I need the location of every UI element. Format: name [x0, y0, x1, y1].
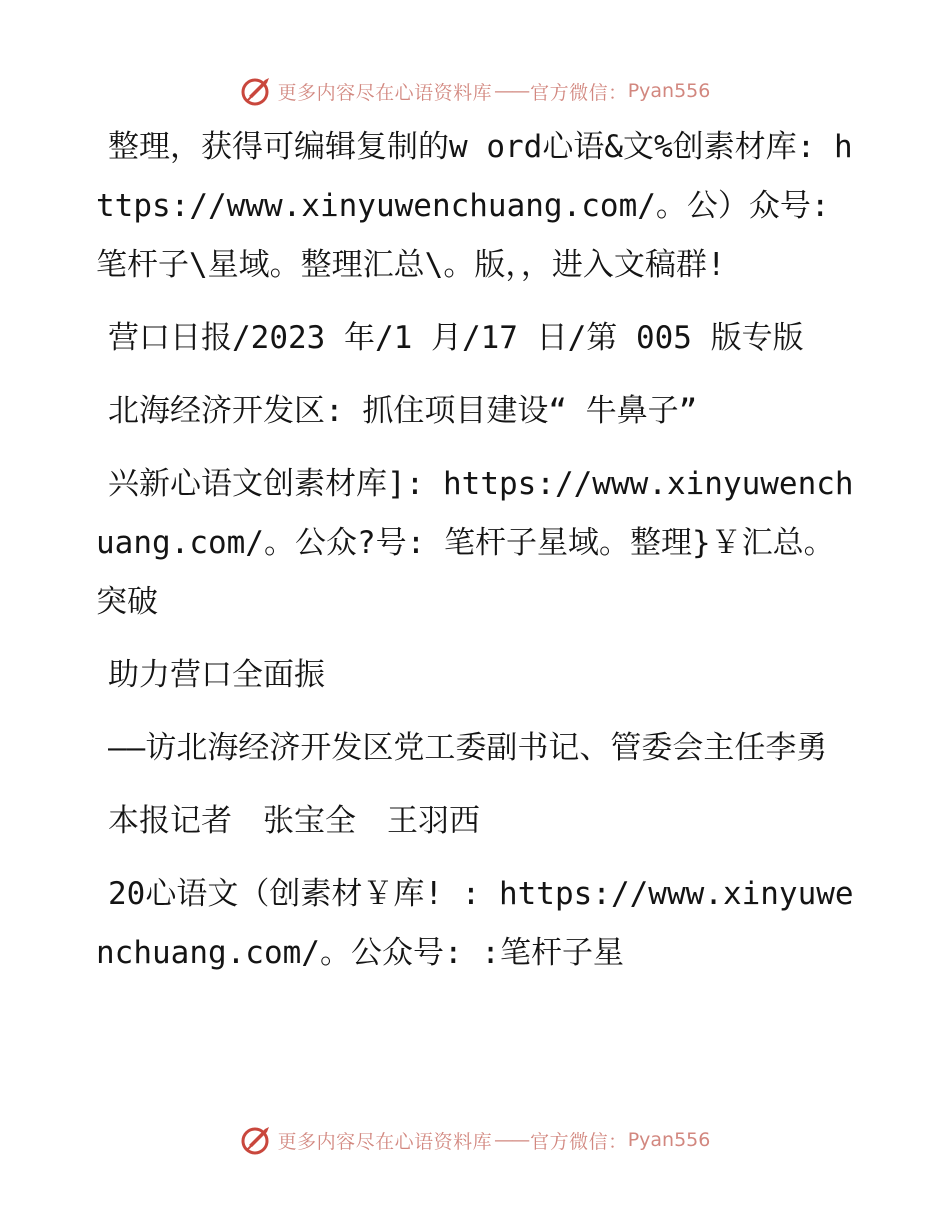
footer-wechat-label: 官方微信： [530, 1130, 628, 1153]
paragraph-subheadline: 助力营口全面振 [108, 657, 325, 693]
paragraph-interview-subtitle: ——访北海经济开发区党工委副书记、管委会主任李勇 [108, 730, 828, 766]
header-watermark-banner [0, 71, 950, 111]
paragraph-body-start: 20心语文（创素材￥库! : https://www.xinyuwenchuang.com/。公众号: :笔杆子星 [96, 876, 854, 971]
footer-banner-separator: —— [494, 1129, 529, 1151]
header-banner-separator: —— [494, 80, 529, 102]
header-banner-text: 更多内容尽在心语资料库 [277, 81, 493, 104]
document-body [96, 118, 856, 983]
paragraph-byline: 本报记者 张宝全 王羽西 [108, 803, 480, 839]
quill-logo-icon [240, 1123, 274, 1157]
quill-logo-icon [240, 74, 274, 108]
header-wechat-account: Pyan556 [627, 80, 711, 102]
footer-banner-text: 更多内容尽在心语资料库 [277, 1130, 493, 1153]
paragraph-watermark-notice: 兴新心语文创素材库]: https://www.xinyuwenchuang.com/。公众?号: 笔杆子星域。整理}￥汇总。突破 [96, 466, 854, 620]
paragraph-headline: 北海经济开发区: 抓住项目建设“ 牛鼻子” [108, 393, 698, 429]
paragraph-source-line: 营口日报/2023 年/1 月/17 日/第 005 版专版 [108, 320, 804, 356]
header-wechat-label: 官方微信： [530, 81, 628, 104]
paragraph-intro-notice: 整理，获得可编辑复制的w ord心语&文%创素材库: https://www.xinyuwenchuang.com/。公）众号: 笔杆子\星域。整理汇总\。版，，进入文稿群! [96, 129, 853, 283]
footer-watermark-banner [0, 1120, 950, 1160]
footer-wechat-account: Pyan556 [627, 1129, 711, 1151]
